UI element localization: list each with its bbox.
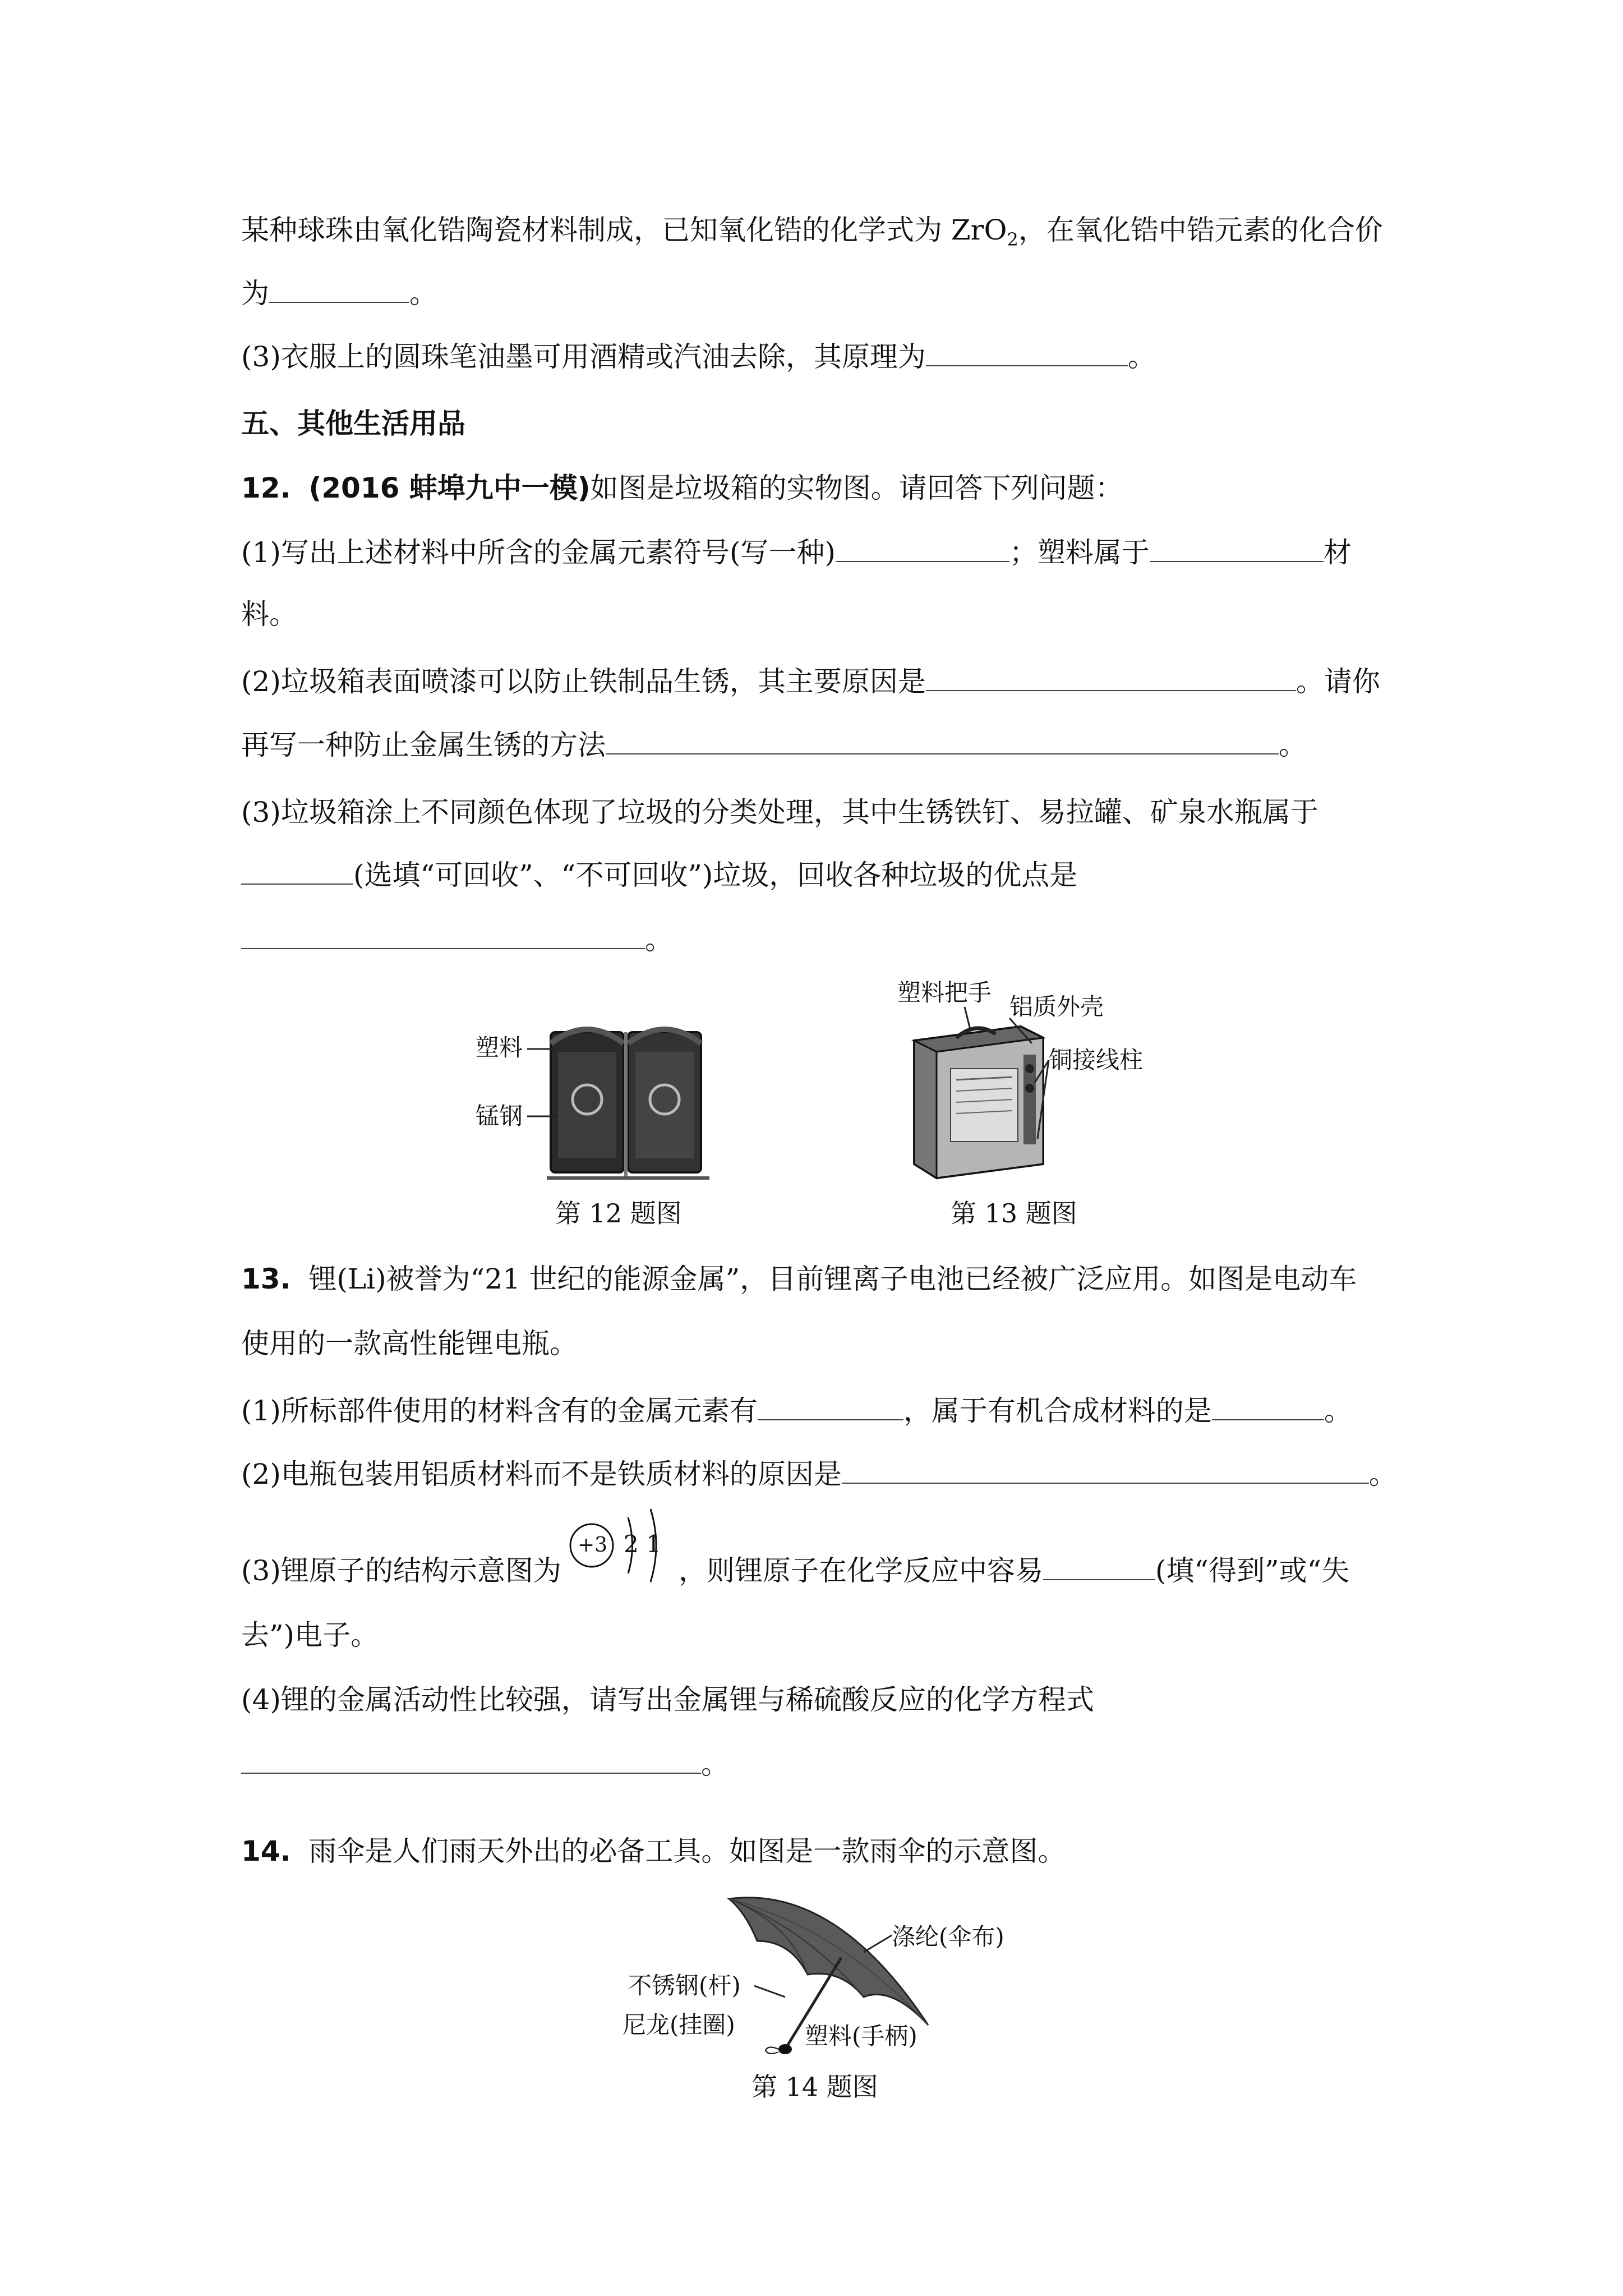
q12-sub2-cont: 再写一种防止金属生锈的方法 。 [241,729,1307,761]
q12-sub3: (3)垃圾箱涂上不同颜色体现了垃圾的分类处理，其中生锈铁钉、易拉罐、矿泉水瓶属于 [241,796,1318,829]
fig13-label-handle: 塑料把手 [897,979,992,1006]
atom-nucleus-charge: +3 [578,1534,608,1557]
q14-stem: 14. 雨伞是人们雨天外出的必备工具。如图是一款雨伞的示意图。 [241,1835,1066,1867]
q13-sub4: (4)锂的金属活动性比较强，请写出金属锂与稀硫酸反应的化学方程式 [241,1683,1094,1716]
fig14-label-cloth: 涤纶(伞布) [892,1923,1004,1950]
answer-blank[interactable] [606,729,1279,754]
fig12-leader-lines [527,1043,561,1122]
answer-blank[interactable] [842,1458,1369,1484]
answer-blank[interactable] [241,859,353,885]
fig13-caption: 第 13 题图 [951,1198,1077,1228]
q13-sub3-cont: 去”)电子。 [241,1619,379,1651]
q13-sub1: (1)所标部件使用的材料含有的金属元素有 ，属于有机合成材料的是 。 [241,1395,1352,1427]
answer-blank[interactable] [926,665,1296,691]
q11-text-line2: 为 。 [241,277,437,310]
answer-blank[interactable] [1212,1395,1324,1420]
section-heading: 五、其他生活用品 [241,407,465,440]
q11-sub3: (3)衣服上的圆珠笔油墨可用酒精或汽油去除，其原理为 。 [241,341,1156,373]
fig12-label-steel: 锰钢 [476,1102,523,1130]
answer-blank[interactable] [836,536,1009,562]
q12-stem: 12. (2016 蚌埠九中一模)如图是垃圾箱的实物图。请回答下列问题： [241,472,1123,504]
q13-sub2: (2)电瓶包装用铝质材料而不是铁质材料的原因是 。 [241,1458,1397,1490]
answer-blank[interactable] [758,1395,903,1420]
answer-blank[interactable] [1043,1554,1155,1580]
fig13-leader-lines [953,1004,1054,1161]
atom-shell-2: 1 [646,1530,661,1558]
fig12-label-plastic: 塑料 [476,1034,523,1061]
q12-sub3-cont2: 。 [241,923,673,956]
answer-blank[interactable] [269,277,409,303]
fig14-label-loop: 尼龙(挂圈) [623,2011,735,2039]
q12-sub2: (2)垃圾箱表面喷漆可以防止铁制品生锈，其主要原因是 。请你 [241,665,1380,698]
fig14-leader-lines [751,1930,897,2031]
q11-text-line1: 某种球珠由氧化锆陶瓷材料制成，已知氧化锆的化学式为 ZrO$_2$，在氧化锆中锆元素的化合价 [241,214,1383,250]
atom-shell-1: 2 [624,1530,639,1558]
q13-sub4-cont: 。 [241,1747,729,1781]
q12-sub3-cont: (选填“可回收”、“不可回收”)垃圾，回收各种垃圾的优点是 [241,858,1077,892]
answer-blank[interactable] [1150,536,1324,562]
trash-bin-figure [544,1021,712,1184]
q13-sub3-a: (3)锂原子的结构示意图为 [241,1554,561,1587]
fig14-label-grip: 塑料(手柄) [805,2022,917,2050]
fig12-caption: 第 12 题图 [555,1198,682,1228]
fig14-caption: 第 14 题图 [751,2072,878,2102]
fig13-label-post: 铜接线柱 [1049,1046,1144,1074]
fig14-label-rod: 不锈钢(杆) [628,1972,741,1999]
q12-sub1: (1)写出上述材料中所含的金属元素符号(写一种) ；塑料属于 材 [241,536,1352,569]
q13-sub3-b: ，则锂原子在化学反应中容易 (填“得到”或“失 [679,1554,1350,1587]
q13-stem-cont: 使用的一款高性能锂电瓶。 [241,1327,578,1360]
fig13-label-shell: 铝质外壳 [1009,993,1104,1020]
answer-blank[interactable] [241,1748,701,1774]
answer-blank[interactable] [241,923,645,949]
answer-blank[interactable] [926,341,1128,366]
q13-stem: 13. 锂(Li)被誉为“21 世纪的能源金属”，目前锂离子电池已经被广泛应用。如图是电动车 [241,1263,1357,1295]
q12-sub1-cont: 料。 [241,598,297,631]
